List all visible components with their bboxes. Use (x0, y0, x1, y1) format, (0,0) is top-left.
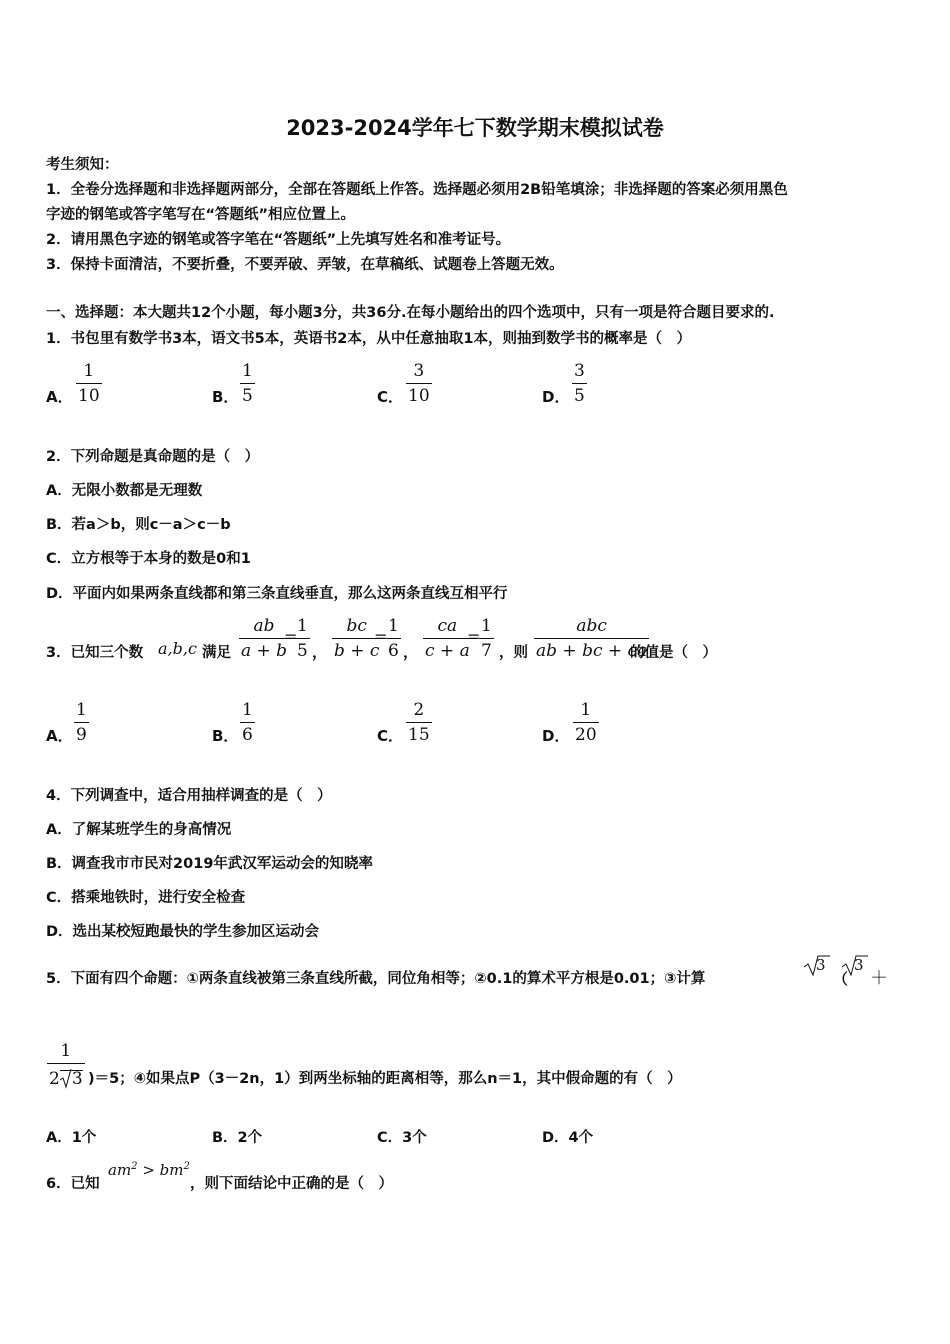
q3-fraction-1-7: 1 7 (481, 616, 492, 661)
option-label: D． (542, 388, 570, 406)
option-label: C． (377, 388, 404, 406)
option-c: C．立方根等于本身的数是0和1 (46, 551, 251, 567)
q3-suffix: 的值是（ ） (630, 645, 717, 661)
option-label: B． (212, 388, 239, 406)
notes-header: 考生须知： (46, 157, 119, 173)
q6-prefix: 6．已知 (46, 1176, 100, 1192)
q3-cond: 满足 (202, 645, 231, 661)
q3-fraction-1-5: 1 5 (297, 616, 308, 661)
q5-fraction-1-over-2sqrt3: 1 2 3 (49, 1041, 83, 1089)
equals-sign: = (374, 627, 388, 646)
option-b-fraction: 1 6 (242, 700, 253, 745)
plus-sign: ＋ (870, 968, 888, 989)
q6-suffix: ，则下面结论中正确的是（ ） (190, 1176, 393, 1192)
sqrt-radicand: 3 (816, 956, 826, 974)
question-2-stem: 2．下列命题是真命题的是（ ） (46, 449, 260, 465)
note-line-2: 2．请用黑色字迹的钢笔或答字笔在“答题纸”上先填写姓名和准考证号。 (46, 232, 511, 248)
option-b: B．2个 (212, 1130, 263, 1146)
page-title: 2023-2024学年七下数学期末模拟试卷 (286, 116, 664, 140)
equals-sign: = (467, 627, 481, 646)
q6-inequality: $am^2 > bm^2$ (108, 1161, 190, 1179)
option-label: A． (46, 727, 73, 745)
option-label: C． (377, 727, 404, 745)
sqrt-radicand: 3 (854, 956, 864, 974)
option-b-fraction: 1 5 (242, 361, 253, 406)
option-a: A．1个 (46, 1130, 97, 1146)
note-line-3: 3．保持卡面清洁，不要折叠，不要弄破、弄皱，在草稿纸、试题卷上答题无效。 (46, 257, 564, 273)
option-c-fraction: 2 15 (408, 700, 430, 745)
q3-fraction-bc: bc b + c (334, 616, 380, 661)
coef: 2 (49, 1069, 60, 1089)
q3-fraction-ab: ab a + b (241, 616, 288, 661)
question-4-stem: 4．下列调查中，适合用抽样调查的是（ ） (46, 788, 332, 804)
option-a: A．了解某班学生的身高情况 (46, 822, 232, 838)
equals-sign: = (284, 627, 298, 646)
option-d: D．4个 (542, 1130, 594, 1146)
q3-then: ，则 (499, 645, 528, 661)
option-d: D．平面内如果两条直线都和第三条直线垂直，那么这两条直线互相平行 (46, 586, 508, 602)
q5-stem-line1: 5．下面有四个命题：①两条直线被第三条直线所截，同位角相等；②0.1的算术平方根是0.01；③计算 (46, 971, 706, 987)
option-a: A．无限小数都是无理数 (46, 483, 203, 499)
option-a-fraction: 1 10 (78, 361, 100, 406)
option-b: B．若a＞b，则c－a＞c－b (46, 517, 231, 533)
q3-prefix: 3．已知三个数 (46, 645, 144, 661)
comma: ， (312, 643, 328, 661)
option-label: D． (542, 727, 570, 745)
note-line-1a: 1．全卷分选择题和非选择题两部分，全部在答题纸上作答。选择题必须用2B铅笔填涂；非选择题的答案必须用黑色 (46, 182, 788, 198)
option-c: C．搭乘地铁时，进行安全检查 (46, 890, 246, 906)
option-b: B．调查我市市民对2019年武汉军运动会的知晓率 (46, 856, 373, 872)
q3-fraction-target: abc ab + bc + ca (536, 616, 648, 661)
option-c-fraction: 3 10 (408, 361, 430, 406)
q5-stem-line2: )＝5；④如果点P（3－2n，1）到两坐标轴的距离相等，那么n＝1，其中假命题的有（ ） (88, 1071, 682, 1087)
q3-fraction-1-6: 1 6 (388, 616, 399, 661)
comma: ， (403, 643, 419, 661)
question-1-stem: 1．书包里有数学书3本，语文书5本，英语书2本，从中任意抽取1本，则抽到数学书的概率是（ ） (46, 331, 691, 347)
option-label: A． (46, 388, 73, 406)
note-line-1b: 字迹的钢笔或答字笔写在“答题纸”相应位置上。 (46, 207, 356, 223)
option-d: D．选出某校短跑最快的学生参加区运动会 (46, 924, 320, 940)
q3-fraction-ca: ca c + a (425, 616, 470, 661)
option-label: B． (212, 727, 239, 745)
section-header: 一、选择题：本大题共12个小题，每小题3分，共36分.在每小题给出的四个选项中，只有一项是符合题目要求的. (46, 305, 775, 321)
open-paren: （ (833, 970, 849, 988)
option-c: C．3个 (377, 1130, 427, 1146)
q3-vars: a,b,c (158, 639, 197, 658)
option-d-fraction: 1 20 (575, 700, 597, 745)
option-a-fraction: 1 9 (76, 700, 87, 745)
option-d-fraction: 3 5 (574, 361, 585, 406)
